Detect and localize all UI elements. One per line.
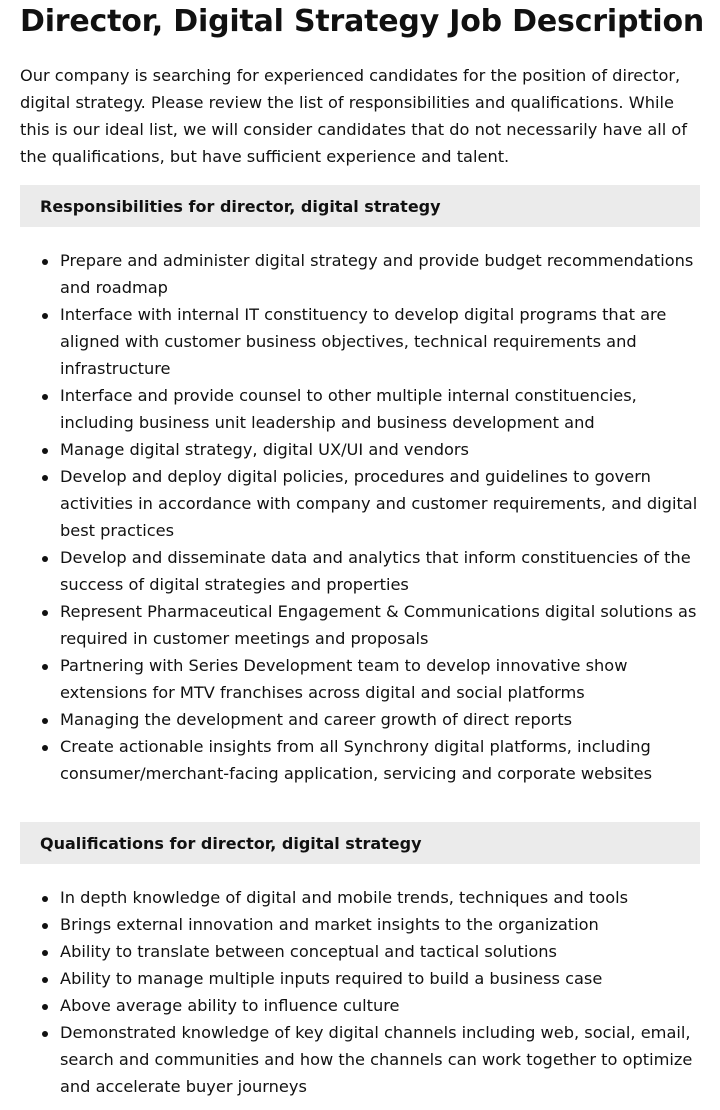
- list-item: Create actionable insights from all Synchrony digital platforms, including consumer/merchant-facing application, servicing and corporate websites: [20, 733, 700, 787]
- list-item: Prepare and administer digital strategy and provide budget recommendations and roadmap: [20, 247, 700, 301]
- responsibilities-header: [20, 185, 700, 227]
- list-item: Ability to translate between conceptual and tactical solutions: [20, 938, 700, 965]
- bullet-icon: [42, 896, 48, 902]
- responsibilities-list: [20, 247, 700, 787]
- bullet-icon: [42, 745, 48, 751]
- list-item: In depth knowledge of digital and mobile trends, techniques and tools: [20, 884, 700, 911]
- bullet-icon: [42, 1031, 48, 1037]
- bullet-icon: [42, 950, 48, 956]
- list-item: Demonstrated knowledge of key digital channels including web, social, email, search and communities and how the channels can work together to optimize and accelerate buyer journeys: [20, 1019, 700, 1100]
- list-item: Develop and disseminate data and analytics that inform constituencies of the success of digital strategies and properties: [20, 544, 700, 598]
- bullet-icon: [42, 259, 48, 265]
- qualifications-heading: Qualifications for director, digital strategy: [40, 833, 422, 853]
- responsibilities-heading: Responsibilities for director, digital strategy: [40, 196, 441, 216]
- list-item: Develop and deploy digital policies, procedures and guidelines to govern activities in accordance with company and customer requirements, and digital best practices: [20, 463, 700, 544]
- bullet-icon: [42, 977, 48, 983]
- page-title: Director, Digital Strategy Job Description: [20, 4, 705, 39]
- list-item: Managing the development and career growth of direct reports: [20, 706, 700, 733]
- bullet-icon: [42, 394, 48, 400]
- list-item: Brings external innovation and market insights to the organization: [20, 911, 700, 938]
- list-item: Ability to manage multiple inputs required to build a business case: [20, 965, 700, 992]
- bullet-icon: [42, 448, 48, 454]
- list-item: Interface with internal IT constituency to develop digital programs that are aligned with customer business objectives, technical requirements and infrastructure: [20, 301, 700, 382]
- bullet-icon: [42, 923, 48, 929]
- bullet-icon: [42, 664, 48, 670]
- bullet-icon: [42, 313, 48, 319]
- list-item: Represent Pharmaceutical Engagement & Communications digital solutions as required in customer meetings and proposals: [20, 598, 700, 652]
- bullet-icon: [42, 610, 48, 616]
- list-item: Above average ability to influence culture: [20, 992, 700, 1019]
- bullet-icon: [42, 1004, 48, 1010]
- bullet-icon: [42, 718, 48, 724]
- bullet-icon: [42, 475, 48, 481]
- qualifications-header: [20, 822, 700, 864]
- list-item: Manage digital strategy, digital UX/UI and vendors: [20, 436, 700, 463]
- list-item: Interface and provide counsel to other multiple internal constituencies, including business unit leadership and business development and: [20, 382, 700, 436]
- list-item: Partnering with Series Development team to develop innovative show extensions for MTV franchises across digital and social platforms: [20, 652, 700, 706]
- qualifications-list: [20, 884, 700, 1100]
- intro-paragraph: Our company is searching for experienced candidates for the position of director, digital strategy. Please review the list of responsibilities and qualifications. While this is our ideal list, we will consider candidates that do not necessarily have all of the qualifications, but have sufficient experience and talent.: [20, 66, 688, 166]
- bullet-icon: [42, 556, 48, 562]
